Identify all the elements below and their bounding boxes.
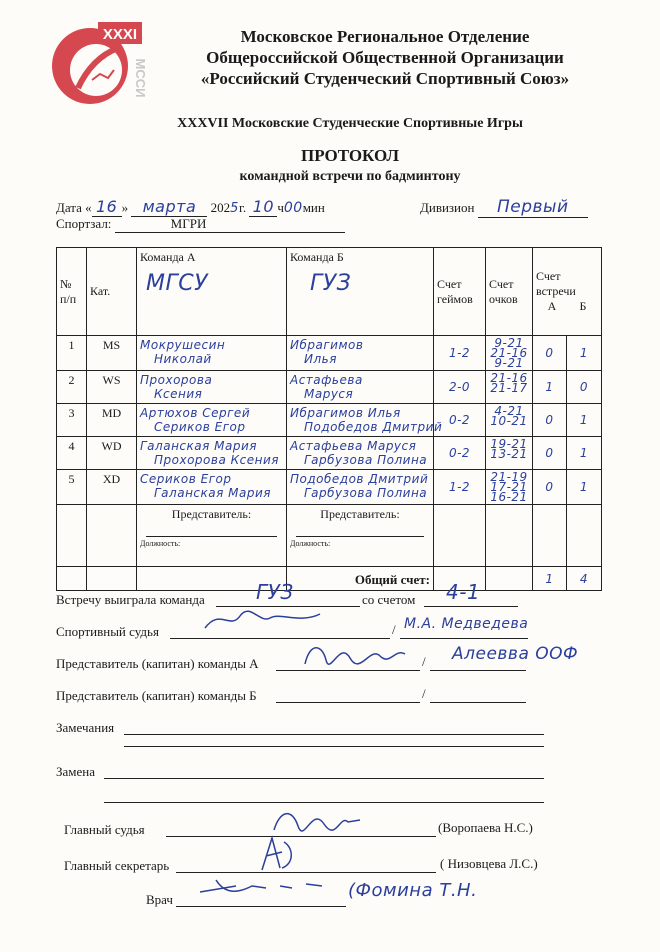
- table-row: [57, 371, 602, 404]
- points-game: 10-21: [490, 414, 528, 428]
- date-close: »: [121, 200, 129, 215]
- chief-judge-signature: [268, 800, 368, 838]
- logo-side-text: МССИ: [133, 58, 148, 98]
- row-meet-a: 0: [533, 437, 567, 470]
- winner-value: ГУЗ: [256, 580, 294, 604]
- hour-label: ч: [277, 200, 284, 215]
- total-label: Общий счет:: [287, 567, 434, 591]
- row-meet-a: 1: [533, 371, 567, 404]
- row-cat: WS: [87, 371, 137, 404]
- date-day: 16: [92, 197, 122, 217]
- org-line-3: «Российский Студенческий Спортивный Союз»: [200, 69, 570, 88]
- chief-secretary-signature: [254, 834, 304, 874]
- row-team-b-players: [287, 404, 443, 437]
- player-a-2: Сериков Егор: [154, 420, 246, 434]
- row-meet-a: 0: [533, 470, 567, 505]
- points-game: 13-21: [490, 447, 528, 461]
- table-row: [57, 437, 602, 470]
- header-meet-b: Б: [579, 299, 587, 313]
- date-label: Дата «: [56, 200, 92, 215]
- points-game: 21-17: [490, 381, 528, 395]
- points-game: 17-21: [490, 480, 528, 494]
- division-line: [420, 197, 588, 218]
- team-b-name: ГУЗ: [310, 271, 352, 296]
- player-b-1: Подобедов Дмитрий: [290, 472, 429, 486]
- row-meet-b: 1: [567, 336, 602, 371]
- row-num: 4: [57, 437, 87, 470]
- header-meet: [533, 248, 602, 336]
- row-team-b-players: [287, 336, 434, 371]
- cap-a-name: Алеевва ООФ: [452, 644, 579, 664]
- row-cat: MD: [87, 404, 137, 437]
- rep-b-position-label: Должность:: [290, 539, 331, 548]
- row-meet-b: 1: [567, 404, 602, 437]
- player-a-1: Сериков Егор: [140, 472, 232, 486]
- points-game: 19-21: [490, 437, 528, 451]
- date-month: марта: [131, 197, 207, 217]
- division-label: Дивизион: [420, 200, 475, 215]
- chief-judge-label: Главный судья: [64, 822, 145, 837]
- player-a-1: Прохорова: [140, 373, 213, 387]
- points-game: 21-19: [490, 470, 528, 484]
- player-b-2: Гарбузова Полина: [304, 453, 428, 467]
- row-team-b-players: [287, 437, 434, 470]
- row-cat: WD: [87, 437, 137, 470]
- protocol-title: ПРОТОКОЛ: [300, 146, 399, 165]
- player-b-2: Гарбузова Полина: [304, 486, 428, 500]
- row-meet-a: 0: [533, 404, 567, 437]
- chief-secretary-name: ( Низовцева Л.С.): [440, 856, 538, 871]
- player-b-2: Подобедов Дмитрий: [304, 420, 443, 434]
- row-points-score: [486, 336, 533, 371]
- player-a-1: Галанская Мария: [140, 439, 257, 453]
- header-num: № п/п: [57, 248, 87, 336]
- minutes-value: 00: [283, 200, 303, 216]
- hour-value: 10: [249, 197, 277, 217]
- year-prefix: 202: [210, 200, 231, 215]
- row-meet-b: 1: [567, 470, 602, 505]
- points-game: 16-21: [490, 490, 528, 504]
- cap-b-label: Представитель (капитан) команды Б: [56, 688, 257, 703]
- header-team-a: [137, 248, 287, 336]
- row-team-a-players: [137, 371, 287, 404]
- player-b-1: Ибрагимов Илья: [290, 406, 401, 420]
- hall-label: Спортзал:: [56, 216, 112, 231]
- header-games: Счет геймов: [434, 248, 486, 336]
- player-b-1: Астафьева: [290, 373, 363, 387]
- remarks-label: Замечания: [56, 720, 115, 735]
- header-meet-label: Счет встречи: [536, 269, 576, 298]
- player-b-1: Ибрагимов: [290, 338, 364, 352]
- row-games-score: 2-0: [434, 371, 486, 404]
- row-team-b-players: [287, 470, 434, 505]
- chief-judge-name: (Воропаева Н.С.): [438, 820, 533, 835]
- games-title: XXXVII Московские Студенческие Спортивные Игры: [177, 116, 523, 131]
- row-team-a-players: [137, 336, 287, 371]
- row-points-score: [486, 404, 533, 437]
- rep-b-cell: [287, 505, 434, 567]
- total-b: 4: [567, 567, 602, 591]
- row-meet-a: 0: [533, 336, 567, 371]
- row-cat: MS: [87, 336, 137, 371]
- protocol-subtitle: командной встречи по бадминтону: [239, 169, 461, 184]
- organization-name: [150, 26, 620, 89]
- row-meet-b: 0: [567, 371, 602, 404]
- points-game: 4-21: [494, 404, 524, 418]
- row-games-score: 0-2: [434, 437, 486, 470]
- org-line-1: Московское Региональное Отделение: [240, 27, 530, 46]
- rep-a-cell: [137, 505, 287, 567]
- score-label: со счетом: [362, 592, 416, 607]
- rep-a-label: Представитель:: [171, 507, 252, 521]
- header-points: Счет очков: [486, 248, 533, 336]
- player-a-2: Николай: [154, 352, 212, 366]
- doctor-signature: [196, 872, 336, 900]
- representatives-row: [57, 505, 602, 567]
- row-games-score: 1-2: [434, 336, 486, 371]
- points-game: 9-21: [494, 356, 524, 370]
- hall-value: МГРИ: [115, 216, 345, 233]
- rep-b-label: Представитель:: [320, 507, 400, 521]
- points-game: 9-21: [494, 336, 524, 350]
- replacement-label: Замена: [56, 764, 96, 779]
- date-line: [56, 197, 325, 217]
- player-b-2: Маруся: [304, 387, 354, 401]
- minutes-label: мин: [302, 200, 325, 215]
- mssi-logo: [48, 18, 146, 110]
- year-digit: 5: [230, 201, 239, 216]
- year-suffix: г.: [238, 200, 247, 215]
- row-num: 1: [57, 336, 87, 371]
- winner-label: Встречу выиграла команда: [56, 592, 205, 607]
- doctor-label: Врач: [146, 892, 173, 907]
- player-a-2: Галанская Мария: [154, 486, 271, 500]
- header-cat: Кат.: [87, 248, 137, 336]
- row-points-score: [486, 437, 533, 470]
- rep-a-position-label: Должность:: [140, 539, 181, 548]
- row-num: 2: [57, 371, 87, 404]
- org-line-2: Общероссийской Общественной Организации: [206, 48, 564, 67]
- cap-a-signature: [300, 636, 410, 672]
- row-num: 3: [57, 404, 87, 437]
- player-b-1: Астафьева Маруся: [290, 439, 417, 453]
- row-num: 5: [57, 470, 87, 505]
- referee-signature: [200, 604, 330, 636]
- hall-line: [56, 216, 345, 233]
- row-team-b-players: [287, 371, 434, 404]
- row-team-a-players: [137, 470, 287, 505]
- score-value: 4-1: [446, 580, 481, 604]
- team-a-name: МГСУ: [146, 271, 209, 296]
- player-a-1: Артюхов Сергей: [140, 406, 251, 420]
- table-row: [57, 404, 602, 437]
- header-meet-a: А: [547, 299, 557, 313]
- chief-secretary-label: Главный секретарь: [64, 858, 170, 873]
- player-a-1: Мокрушесин: [140, 338, 226, 352]
- division-value: Первый: [478, 197, 588, 218]
- header-team-b: [287, 248, 434, 336]
- row-team-a-players: [137, 437, 287, 470]
- logo-text: XXXI: [102, 26, 138, 43]
- total-row: [57, 567, 602, 591]
- header-team-a-label: Команда А: [140, 250, 196, 264]
- match-table: [56, 247, 602, 591]
- total-a: 1: [533, 567, 567, 591]
- referee-name: М.А. Медведева: [404, 616, 529, 632]
- cap-a-label: Представитель (капитан) команды А: [56, 656, 259, 671]
- row-points-score: [486, 470, 533, 505]
- points-game: 21-16: [490, 371, 528, 385]
- points-game: 21-16: [490, 346, 528, 360]
- player-a-2: Прохорова Ксения: [154, 453, 279, 467]
- header-team-b-label: Команда Б: [290, 250, 344, 264]
- row-games-score: 1-2: [434, 470, 486, 505]
- row-games-score: 0-2: [434, 404, 486, 437]
- doctor-name: (Фомина Т.Н.: [348, 880, 478, 901]
- player-a-2: Ксения: [154, 387, 203, 401]
- row-points-score: [486, 371, 533, 404]
- player-b-2: Илья: [304, 352, 337, 366]
- table-row: [57, 470, 602, 505]
- table-row: [57, 336, 602, 371]
- referee-label: Спортивный судья: [56, 624, 159, 639]
- table-header-row: [57, 248, 602, 336]
- row-team-a-players: [137, 404, 287, 437]
- row-meet-b: 1: [567, 437, 602, 470]
- row-cat: XD: [87, 470, 137, 505]
